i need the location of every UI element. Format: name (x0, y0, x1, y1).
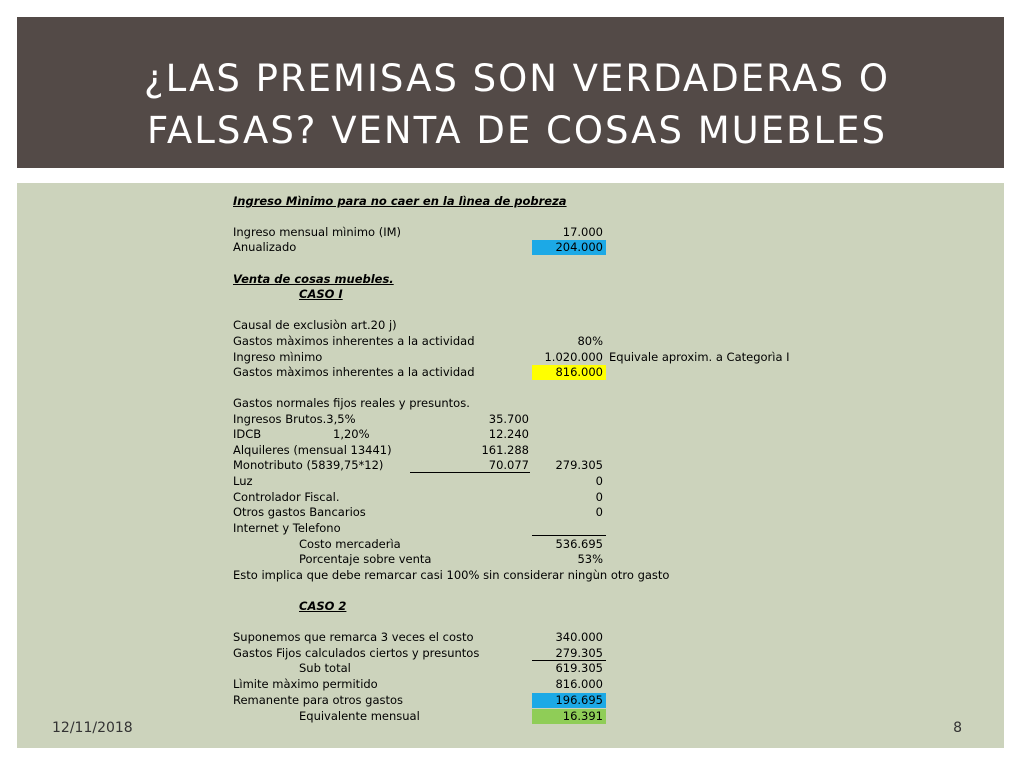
page-number: 8 (953, 720, 962, 736)
ib-label: Ingresos Brutos.3,5% (233, 412, 356, 426)
limite-label: Lìmite màximo permitido (233, 677, 378, 691)
gastos-normales: Gastos normales fijos reales y presuntos. (233, 396, 470, 410)
ctrl-value: 0 (595, 490, 603, 504)
implica-text: Esto implica que debe remarcar casi 100% sin considerar ningùn otro gasto (233, 568, 670, 582)
fijos-value: 279.305 (555, 646, 603, 660)
gastos-max-pct: 80% (577, 334, 603, 348)
slide-title: ¿LAS PREMISAS SON VERDADERAS O FALSAS? VENTA DE COSAS MUEBLES (144, 57, 890, 152)
internet-underline (532, 535, 606, 536)
equiv-label: Equivalente mensual (299, 709, 420, 723)
luz-value: 0 (595, 474, 603, 488)
subtotal-value: 619.305 (555, 661, 603, 675)
sup-label: Suponemos que remarca 3 veces el costo (233, 630, 474, 644)
pct-label: Porcentaje sobre venta (299, 552, 432, 566)
limite-value: 816.000 (555, 677, 603, 691)
mono-total: 279.305 (555, 458, 603, 472)
ingreso-min-value: 1.020.000 (544, 350, 603, 364)
alq-value: 161.288 (481, 443, 529, 457)
alq-label: Alquileres (mensual 13441) (233, 443, 392, 457)
sheet-heading: Ingreso Mìnimo para no caer en la lìnea de pobreza (233, 194, 567, 208)
slide-date: 12/11/2018 (52, 720, 133, 736)
idcb-label: IDCB (233, 427, 262, 441)
im-label: Ingreso mensual mìnimo (IM) (233, 225, 402, 239)
ingreso-min-label: Ingreso mìnimo (233, 350, 323, 364)
remanente-value: 196.695 (555, 693, 603, 707)
venta-heading: Venta de cosas muebles. (233, 272, 394, 286)
ib-value: 35.700 (488, 412, 529, 426)
pct-value: 53% (577, 552, 603, 566)
caso1-heading: CASO I (299, 287, 343, 301)
caso2-heading: CASO 2 (299, 599, 347, 613)
otros-label: Otros gastos Bancarios (233, 505, 366, 519)
gastos-max-value: 816.000 (555, 365, 603, 379)
gastos-max-label-2: Gastos màximos inherentes a la actividad (233, 365, 475, 379)
idcb-pct: 1,20% (333, 427, 370, 441)
otros-value: 0 (595, 505, 603, 519)
ctrl-label: Controlador Fiscal. (233, 490, 340, 504)
sup-value: 340.000 (555, 630, 603, 644)
gastos-max-label: Gastos màximos inherentes a la actividad (233, 334, 475, 348)
causal-label: Causal de exclusiòn art.20 j) (233, 318, 397, 332)
mono-label: Monotributo (5839,75*12) (233, 458, 384, 472)
annual-label: Anualizado (233, 240, 297, 254)
equiv-value: 16.391 (562, 709, 603, 723)
title-bar (17, 17, 1004, 168)
remanente-label: Remanente para otros gastos (233, 693, 404, 707)
costo-value: 536.695 (555, 537, 603, 551)
im-value: 17.000 (562, 225, 603, 239)
subtotal-label: Sub total (299, 661, 351, 675)
fijos-label: Gastos Fijos calculados ciertos y presuntos (233, 646, 480, 660)
mono-value: 70.077 (488, 458, 529, 472)
idcb-value: 12.240 (488, 427, 529, 441)
costo-label: Costo mercaderìa (299, 537, 401, 551)
luz-label: Luz (233, 474, 253, 488)
internet-label: Internet y Telefono (233, 521, 341, 535)
equivale-note: Equivale aproxim. a Categorìa I (609, 350, 790, 364)
annual-value: 204.000 (555, 240, 603, 254)
